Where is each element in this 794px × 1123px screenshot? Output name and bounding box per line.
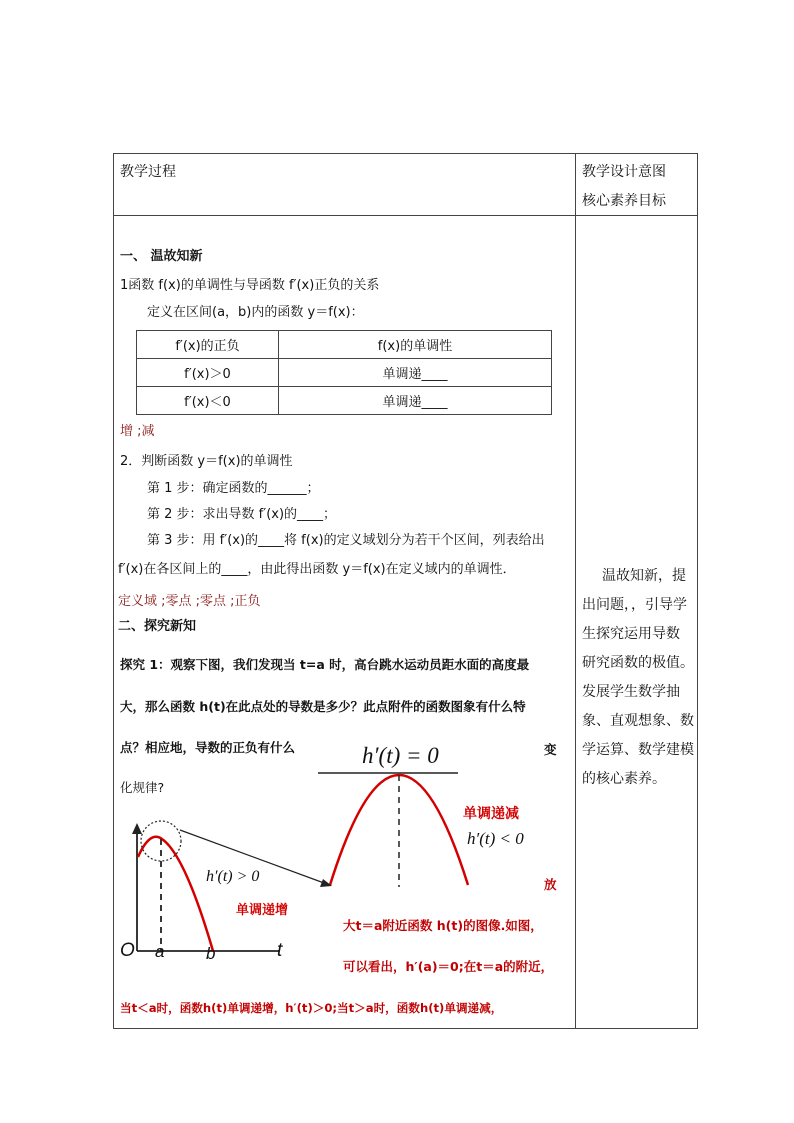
header-core-literacy: 核心素养目标 — [582, 193, 666, 209]
explore-line3b: 变 — [544, 742, 557, 757]
step2: 第 2 步：求出导数 f′(x)的____； — [147, 507, 337, 522]
conclusion-line2: 可以看出，h′(a)＝0;在t＝a的附近， — [343, 959, 554, 974]
label-h-prime-zero: h′(t) = 0 — [362, 743, 439, 768]
monotonicity-table — [136, 330, 552, 415]
side-note-line: 象、直观想象、数 — [582, 713, 694, 729]
axis-t-label: t — [277, 940, 283, 961]
y-axis-arrow — [132, 823, 142, 834]
table-cell: f′(x)＞0 — [137, 359, 279, 387]
explore-line4: 化规律? — [120, 780, 165, 795]
side-note-line: 温故知新，提 — [602, 568, 686, 584]
answer1: 增 ;减 — [120, 424, 155, 439]
side-note-line: 出问题，，引导学 — [582, 597, 687, 613]
table-cell: 单调递____ — [279, 387, 552, 415]
item1-sub: 定义在区间(a，b)内的函数 y＝f(x)： — [147, 305, 364, 320]
label-h-prime-pos: h′(t) > 0 — [206, 868, 260, 885]
table-border-header — [113, 215, 698, 216]
side-note-line: 发展学生数学抽 — [582, 684, 680, 700]
table-row — [137, 359, 552, 387]
label-inc: 单调递增 — [236, 903, 289, 918]
table-border-bottom — [113, 1028, 698, 1029]
table-row — [137, 331, 552, 359]
table-header-cell: f′(x)的正负 — [137, 331, 279, 359]
label-dec: 单调递减 — [463, 806, 519, 822]
table-border-middle — [575, 153, 576, 1029]
section2-title: 二、探究新知 — [118, 619, 197, 634]
step3-line2: f′(x)在各区间上的____，由此得出函数 y＝f(x)在定义域内的单调性． — [118, 562, 516, 577]
side-note-line: 学运算、数学建模 — [582, 742, 694, 758]
answer2: 定义域 ;零点 ;零点 ;正负 — [118, 594, 261, 609]
table-cell: 单调递____ — [279, 359, 552, 387]
table-border-top — [113, 153, 698, 154]
table-row — [137, 387, 552, 415]
axis-o-label: O — [120, 940, 135, 961]
header-design-intent: 教学设计意图 — [582, 164, 666, 180]
conclusion-fang: 放 — [544, 877, 557, 892]
table-border-right — [697, 153, 698, 1029]
figure-svg — [110, 735, 570, 975]
item1-text: 1函数 f(x)的单调性与导函数 f′(x)正负的关系 — [120, 278, 380, 293]
table-cell: f′(x)＜0 — [137, 387, 279, 415]
axis-a-label: a — [155, 942, 165, 961]
small-curve — [138, 837, 213, 951]
step3-line1: 第 3 步：用 f′(x)的____将 f(x)的定义域划分为若干个区间，列表给出 — [147, 533, 545, 548]
side-note-line: 生探究运用导数 — [582, 626, 680, 642]
item2-title: 2．判断函数 y＝f(x)的单调性 — [120, 454, 293, 469]
header-process: 教学过程 — [120, 164, 176, 180]
explore-line2: 大，那么函数 h(t)在此点处的导数是多少？此点附件的函数图象有什么特 — [120, 699, 526, 714]
explore-line3a: 点？相应地，导数的正负有什么 — [120, 740, 296, 755]
explore-line1: 探究 1：观察下图，我们发现当 t=a 时，高台跳水运动员距水面的高度最 — [120, 657, 530, 672]
side-note-line: 研究函数的极值。 — [582, 655, 694, 671]
conclusion-line3: 当t＜a时，函数h(t)单调递增，h′(t)＞0;当t＞a时，函数h(t)单调递减， — [120, 1001, 503, 1015]
section1-title: 一、 温故知新 — [120, 249, 203, 264]
step1: 第 1 步：确定函数的______； — [147, 481, 320, 496]
axis-b-label: b — [206, 944, 216, 963]
label-h-prime-neg: h′(t) < 0 — [467, 829, 524, 848]
table-header-cell: f(x)的单调性 — [279, 331, 552, 359]
side-note — [582, 562, 694, 794]
conclusion-line1: 大t＝a附近函数 h(t)的图像.如图， — [343, 918, 543, 933]
side-note-line: 的核心素养。 — [582, 771, 666, 787]
